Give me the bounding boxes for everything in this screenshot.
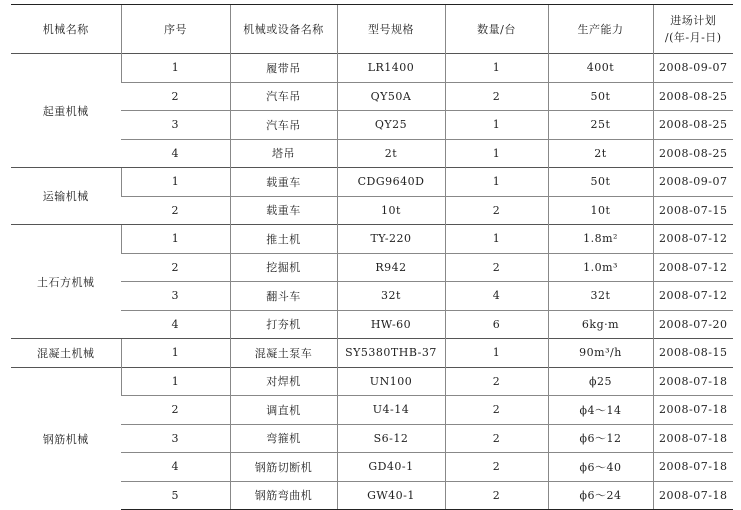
cell-seq: 1 — [121, 168, 230, 197]
cell-equipment-name: 钢筋切断机 — [230, 453, 337, 482]
header-row — [11, 5, 733, 54]
cell-seq: 3 — [121, 282, 230, 311]
cell-model: S6-12 — [337, 424, 445, 453]
cell-equipment-name: 钢筋弯曲机 — [230, 481, 337, 510]
cell-capacity: ϕ25 — [548, 367, 653, 396]
cell-equipment-name: 打夯机 — [230, 310, 337, 339]
cell-equipment-name: 对焊机 — [230, 367, 337, 396]
header-model: 型号规格 — [337, 5, 445, 54]
cell-quantity: 1 — [445, 225, 548, 254]
cell-capacity: 25t — [548, 111, 653, 140]
cell-equipment-name: 翻斗车 — [230, 282, 337, 311]
cell-entry-date: 2008-07-18 — [653, 396, 733, 425]
cell-entry-date: 2008-07-12 — [653, 282, 733, 311]
cell-entry-date: 2008-07-12 — [653, 253, 733, 282]
cell-seq: 1 — [121, 225, 230, 254]
cell-seq: 2 — [121, 196, 230, 225]
cell-entry-date: 2008-07-18 — [653, 481, 733, 510]
cell-equipment-name: 汽车吊 — [230, 82, 337, 111]
cell-entry-date: 2008-08-25 — [653, 111, 733, 140]
cell-quantity: 1 — [445, 111, 548, 140]
cell-equipment-name: 载重车 — [230, 196, 337, 225]
header-schedule-line1: 进场计划 — [670, 14, 717, 27]
cell-quantity: 1 — [445, 54, 548, 83]
cell-capacity: 6kg·m — [548, 310, 653, 339]
cell-capacity: ϕ6～40 — [548, 453, 653, 482]
cell-capacity: ϕ6～12 — [548, 424, 653, 453]
cell-equipment-name: 推土机 — [230, 225, 337, 254]
cell-model: SY5380THB-37 — [337, 339, 445, 368]
cell-model: LR1400 — [337, 54, 445, 83]
cell-capacity: 90m³/h — [548, 339, 653, 368]
cell-model: QY50A — [337, 82, 445, 111]
cell-entry-date: 2008-08-25 — [653, 82, 733, 111]
header-qty: 数量/台 — [445, 5, 548, 54]
header-name: 机械或设备名称 — [230, 5, 337, 54]
cell-quantity: 6 — [445, 310, 548, 339]
table-row — [11, 168, 733, 197]
cell-entry-date: 2008-07-20 — [653, 310, 733, 339]
cell-model: R942 — [337, 253, 445, 282]
cell-quantity: 4 — [445, 282, 548, 311]
header-schedule — [653, 5, 733, 54]
cell-capacity: 50t — [548, 168, 653, 197]
cell-quantity: 2 — [445, 367, 548, 396]
cell-category: 起重机械 — [11, 54, 121, 168]
cell-seq: 2 — [121, 396, 230, 425]
header-seq: 序号 — [121, 5, 230, 54]
cell-entry-date: 2008-07-15 — [653, 196, 733, 225]
cell-equipment-name: 履带吊 — [230, 54, 337, 83]
cell-model: UN100 — [337, 367, 445, 396]
table-row — [11, 339, 733, 368]
cell-category: 钢筋机械 — [11, 367, 121, 510]
cell-model: 10t — [337, 196, 445, 225]
header-schedule-line2: /(年-月-日) — [664, 31, 722, 44]
header-category: 机械名称 — [11, 5, 121, 54]
cell-capacity: 400t — [548, 54, 653, 83]
cell-capacity: 50t — [548, 82, 653, 111]
cell-quantity: 2 — [445, 253, 548, 282]
cell-equipment-name: 挖掘机 — [230, 253, 337, 282]
cell-entry-date: 2008-07-12 — [653, 225, 733, 254]
cell-capacity: ϕ4～14 — [548, 396, 653, 425]
cell-quantity: 2 — [445, 396, 548, 425]
cell-entry-date: 2008-07-18 — [653, 424, 733, 453]
cell-model: TY-220 — [337, 225, 445, 254]
cell-quantity: 2 — [445, 82, 548, 111]
cell-capacity: 1.0m³ — [548, 253, 653, 282]
table-row — [11, 225, 733, 254]
cell-model: GW40-1 — [337, 481, 445, 510]
cell-equipment-name: 混凝土泵车 — [230, 339, 337, 368]
cell-model: U4-14 — [337, 396, 445, 425]
cell-quantity: 2 — [445, 453, 548, 482]
cell-entry-date: 2008-08-25 — [653, 139, 733, 168]
cell-capacity: 2t — [548, 139, 653, 168]
table-body — [11, 54, 733, 510]
cell-entry-date: 2008-07-18 — [653, 453, 733, 482]
cell-seq: 2 — [121, 82, 230, 111]
cell-seq: 3 — [121, 424, 230, 453]
cell-model: GD40-1 — [337, 453, 445, 482]
table-header — [11, 5, 733, 54]
cell-quantity: 1 — [445, 168, 548, 197]
cell-entry-date: 2008-09-07 — [653, 54, 733, 83]
cell-equipment-name: 弯箍机 — [230, 424, 337, 453]
table-row — [11, 367, 733, 396]
cell-seq: 4 — [121, 139, 230, 168]
cell-category: 土石方机械 — [11, 225, 121, 339]
cell-seq: 2 — [121, 253, 230, 282]
header-capacity: 生产能力 — [548, 5, 653, 54]
cell-seq: 1 — [121, 367, 230, 396]
cell-equipment-name: 载重车 — [230, 168, 337, 197]
cell-capacity: ϕ6～24 — [548, 481, 653, 510]
cell-quantity: 2 — [445, 481, 548, 510]
cell-seq: 4 — [121, 310, 230, 339]
cell-capacity: 1.8m² — [548, 225, 653, 254]
cell-quantity: 1 — [445, 139, 548, 168]
cell-seq: 3 — [121, 111, 230, 140]
cell-entry-date: 2008-07-18 — [653, 367, 733, 396]
cell-model: HW-60 — [337, 310, 445, 339]
cell-seq: 4 — [121, 453, 230, 482]
table-row — [11, 54, 733, 83]
cell-equipment-name: 调直机 — [230, 396, 337, 425]
cell-category: 运输机械 — [11, 168, 121, 225]
cell-model: CDG9640D — [337, 168, 445, 197]
cell-quantity: 2 — [445, 196, 548, 225]
cell-seq: 1 — [121, 54, 230, 83]
equipment-table — [11, 4, 733, 510]
cell-quantity: 2 — [445, 424, 548, 453]
cell-equipment-name: 塔吊 — [230, 139, 337, 168]
cell-model: 32t — [337, 282, 445, 311]
cell-model: QY25 — [337, 111, 445, 140]
cell-capacity: 10t — [548, 196, 653, 225]
cell-entry-date: 2008-09-07 — [653, 168, 733, 197]
cell-model: 2t — [337, 139, 445, 168]
cell-seq: 1 — [121, 339, 230, 368]
cell-capacity: 32t — [548, 282, 653, 311]
cell-category: 混凝土机械 — [11, 339, 121, 368]
cell-quantity: 1 — [445, 339, 548, 368]
cell-equipment-name: 汽车吊 — [230, 111, 337, 140]
cell-seq: 5 — [121, 481, 230, 510]
cell-entry-date: 2008-08-15 — [653, 339, 733, 368]
